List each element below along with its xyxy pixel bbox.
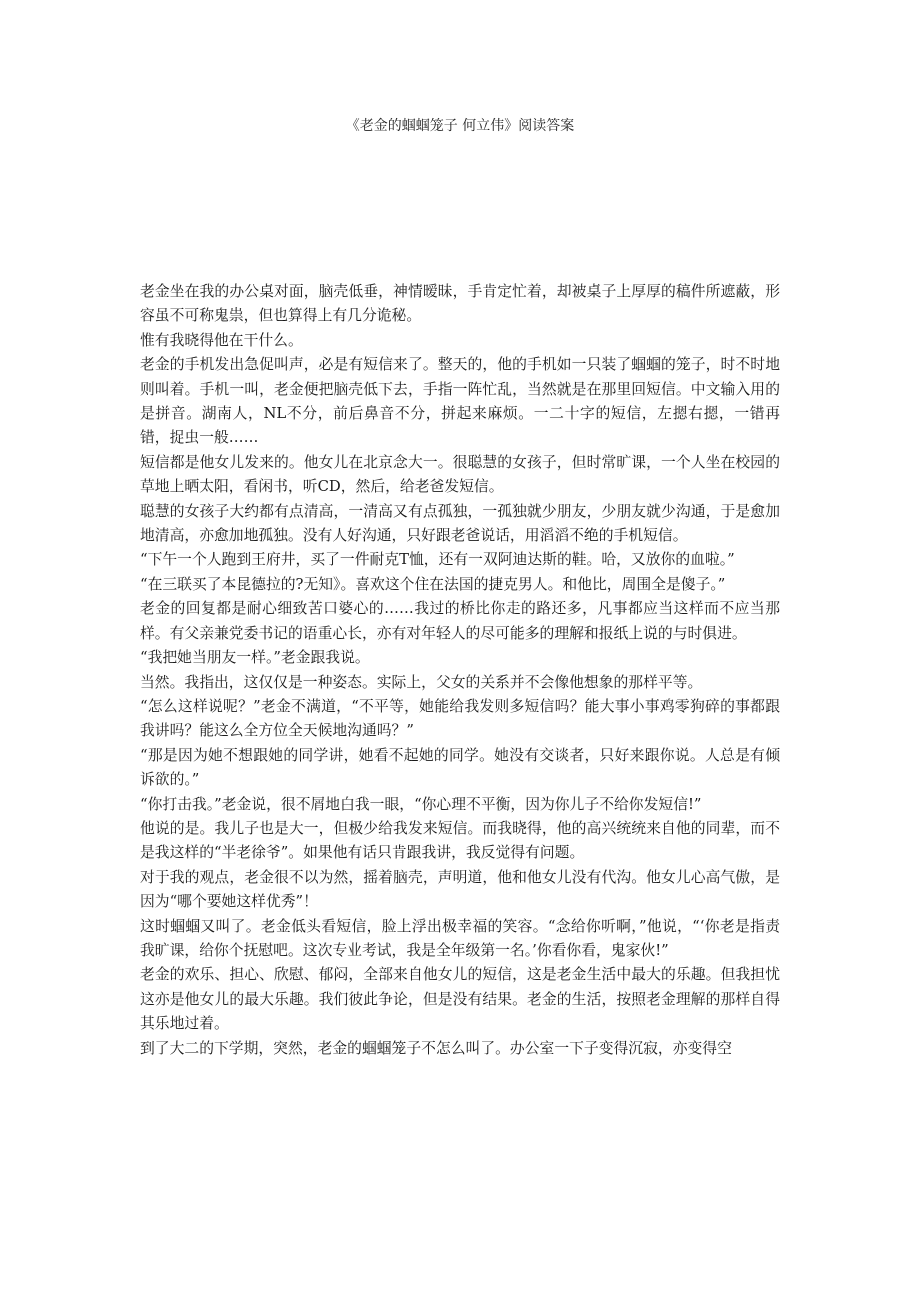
paragraph: 聪慧的女孩子大约都有点清高，一清高又有点孤独，一孤独就少朋友，少朋友就少沟通，于是愈加地清高，亦愈加地孤独。没有人好沟通，只好跟老爸说话，用滔滔不绝的手机短信。: [140, 502, 780, 545]
paragraph: 老金的手机发出急促叫声，必是有短信来了。整天的，他的手机如一只装了蝈蝈的笼子，时不时地则叫着。手机一叫，老金便把脑壳低下去，手指一阵忙乱，当然就是在那里回短信。中文输入用的是拼音。湖南人，NL不分，前后鼻音不分，拼起来麻烦。一二十字的短信，左摁右摁，一错再错，捉虫一般……: [140, 356, 780, 447]
paragraph: 老金的欢乐、担心、欣慰、郁闷，全部来自他女儿的短信，这是老金生活中最大的乐趣。但我担忧这亦是他女儿的最大乐趣。我们彼此争论，但是没有结果。老金的生活，按照老金理解的那样自得其乐地过着。: [140, 966, 780, 1033]
paragraph: 到了大二的下学期，突然，老金的蝈蝈笼子不怎么叫了。办公室一下子变得沉寂，亦变得空: [140, 1039, 732, 1057]
paragraph: 他说的是。我儿子也是大一，但极少给我发来短信。而我晓得，他的高兴统统来自他的同辈，而不是我这样的“半老徐爷”。如果他有话只肯跟我讲，我反觉得有问题。: [140, 819, 780, 862]
paragraph: “那是因为她不想跟她的同学讲，她看不起她的同学。她没有交谈者，只好来跟你说。人总是有倾诉欲的。”: [140, 746, 780, 789]
paragraph: 这时蝈蝈又叫了。老金低头看短信，脸上浮出极幸福的笑容。“念给你听啊，”他说，“‘你老是指责我旷课，给你个抚慰吧。这次专业考试，我是全年级第一名。’你看你看，鬼家伙!”: [140, 917, 780, 959]
paragraph: “在三联买了本昆德拉的?无知》。喜欢这个住在法国的捷克男人。和他比，周围全是傻子。”: [140, 575, 726, 593]
paragraph: 老金坐在我的办公桌对面，脑壳低垂，神情暧昧，手肯定忙着，却被桌子上厚厚的稿件所遮蔽，形容虽不可称鬼祟，但也算得上有几分诡秘。: [140, 283, 780, 325]
paragraph: 对于我的观点，老金很不以为然，摇着脑壳，声明道，他和他女儿没有代沟。他女儿心高气傲，是因为“哪个要她这样优秀”！: [140, 868, 780, 911]
paragraph: 短信都是他女儿发来的。他女儿在北京念大一。很聪慧的女孩子，但时常旷课，一个人坐在校园的草地上晒太阳，看闲书，听CD，然后，给老爸发短信。: [140, 453, 780, 496]
paragraph: 老金的回复都是耐心细致苦口婆心的……我过的桥比你走的路还多，凡事都应当这样而不应当那样。有父亲兼党委书记的语重心长，亦有对年轻人的尽可能多的理解和报纸上说的与时俱进。: [140, 600, 780, 642]
paragraph: 当然。我指出，这仅仅是一种姿态。实际上，父女的关系并不会像他想象的那样平等。: [140, 673, 703, 691]
paragraph: “我把她当朋友一样。”老金跟我说。: [140, 649, 370, 667]
article-body: [140, 280, 780, 1061]
paragraph: “下午一个人跑到王府井，买了一件耐克T恤，还有一双阿迪达斯的鞋。哈，又放你的血啦。”: [140, 551, 735, 569]
paragraph: 惟有我晓得他在干什么。: [140, 331, 303, 349]
paragraph: “你打击我。”老金说，很不屑地白我一眼，“你心理不平衡，因为你儿子不给你发短信!”: [140, 795, 702, 813]
document-title: 《老金的蝈蝈笼子 何立伟》阅读答案: [345, 118, 575, 134]
paragraph: “怎么这样说呢？”老金不满道，“不平等，她能给我发则多短信吗？能大事小事鸡零狗碎的事都跟我讲吗？能这么全方位全天候地沟通吗？”: [140, 697, 780, 740]
